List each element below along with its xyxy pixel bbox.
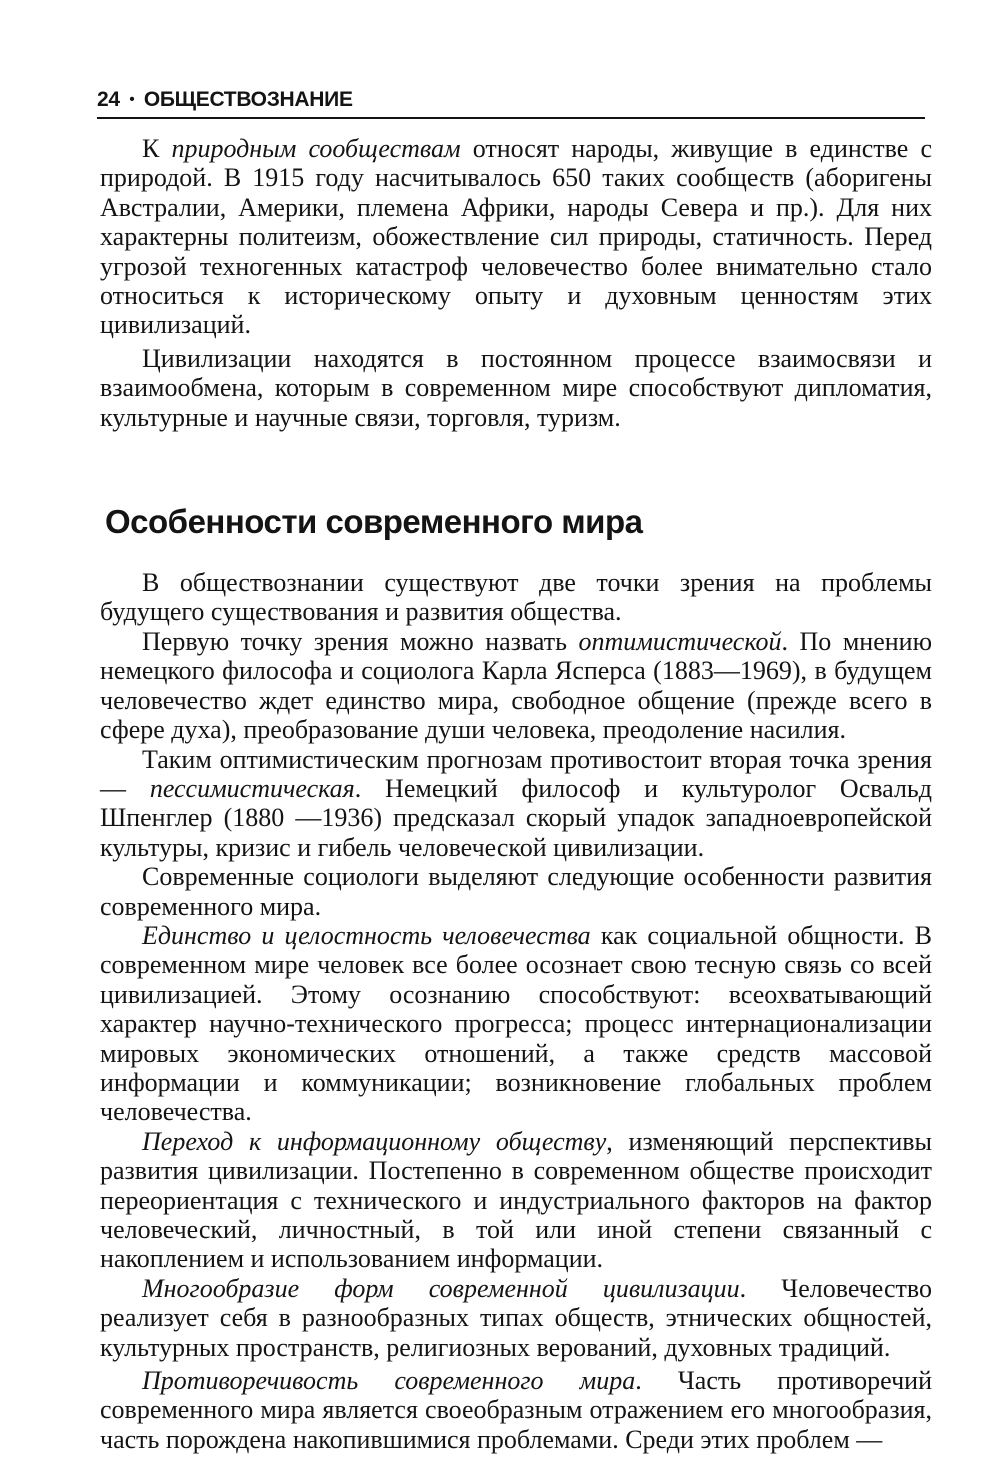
page-body — [100, 134, 932, 1454]
paragraph-diversity — [100, 1274, 932, 1362]
paragraph-optimistic-view — [100, 627, 932, 745]
paragraph-unity — [100, 921, 932, 1127]
paragraph-text: . Немецкий философ и культуролог Освальд Шпенглер (1880 —1936) предсказал скорый упадок западноевропейской культуры, кризис и гибель человеческой цивилизации. — [100, 773, 932, 862]
emphasis-term: Переход к информационному обществу — [142, 1126, 607, 1156]
paragraph-text: К — [142, 134, 172, 163]
paragraph-text: как социальной общности. В современном мире человек все более осознает свою тесную связь со всей цивилизацией. Этому осознанию способствуют: всеохватывающий характер научно-технического прогресса; процесс интернационализации мировых экономических отношений, а также средств массовой информации и коммуникации; возникновение глобальных проблем человечества. — [100, 920, 932, 1127]
paragraph-features-intro — [100, 862, 932, 921]
paragraph-text: , изменяющий перспективы развития цивилизации. Постепенно в современном обществе происходит переориентация с технического и индустриального факторов на фактор человеческий, личностный, в той или иной степени связанный с накоплением и использованием информации. — [100, 1126, 932, 1274]
paragraph-text: Современные социологи выделяют следующие особенности развития современного мира. — [100, 862, 932, 921]
section-heading: Особенности современного мира — [105, 503, 643, 541]
header-separator: • — [129, 91, 135, 108]
emphasis-term: оптимистической — [578, 626, 782, 656]
paragraph-text: Таким оптимистическим прогнозам противостоит вторая точка зрения — — [100, 744, 932, 803]
paragraph-text: Первую точку зрения можно назвать — [142, 626, 579, 656]
emphasis-term: Противоречивость современного мира — [142, 1366, 636, 1396]
paragraph-pessimistic-view — [100, 745, 932, 863]
paragraph-natural-communities — [100, 134, 932, 340]
book-title: ОБЩЕСТВОЗНАНИЕ — [143, 88, 353, 111]
paragraph-contradictions — [100, 1366, 932, 1454]
paragraph-civilization-interaction — [100, 344, 932, 432]
emphasis-term: Единство и целостность человечества — [142, 920, 591, 950]
running-header — [97, 88, 925, 119]
emphasis-term: природным сообществам — [171, 134, 461, 163]
paragraph-text: относят народы, живущие в единстве с природой. В 1915 году насчитывалось 650 таких сообществ (аборигены Австралии, Америки, племена Африки, народы Севера и пр.). Для них характерны политеизм, обожествление сил природы, статичность. Перед угрозой техногенных катастроф человечество более внимательно стало относиться к историческому опыту и духовным ценностям этих цивилизаций. — [100, 134, 932, 340]
paragraph-text: Цивилизации находятся в постоянном процессе взаимосвязи и взаимообмена, которым в современном мире способствуют дипломатия, культурные и научные связи, торговля, туризм. — [100, 343, 932, 432]
paragraph-information-society — [100, 1127, 932, 1274]
paragraph-text: . Человечество реализует себя в разнообразных типах обществ, этнических общностей, культурных пространств, религиозных верований, духовных традиций. — [100, 1273, 932, 1362]
emphasis-term: Многообразие форм современной цивилизации — [142, 1273, 740, 1303]
emphasis-term: пессимистическая — [149, 773, 355, 803]
paragraph-text: . Часть противоречий современного мира является своеобразным отражением его многообразия, часть порождена накопившимися проблемами. Среди этих проблем — — [100, 1366, 932, 1454]
paragraph-text: В обществознании существуют две точки зрения на проблемы будущего существования и развития общества. — [100, 568, 932, 627]
page-number: 24 — [97, 88, 120, 111]
paragraph-two-views — [100, 568, 932, 627]
paragraph-text: . По мнению немецкого философа и социолога Карла Ясперса (1883—1969), в будущем человечество ждет единство мира, свободное общение (прежде всего в сфере духа), преобразование души человека, преодоление насилия. — [100, 626, 932, 745]
